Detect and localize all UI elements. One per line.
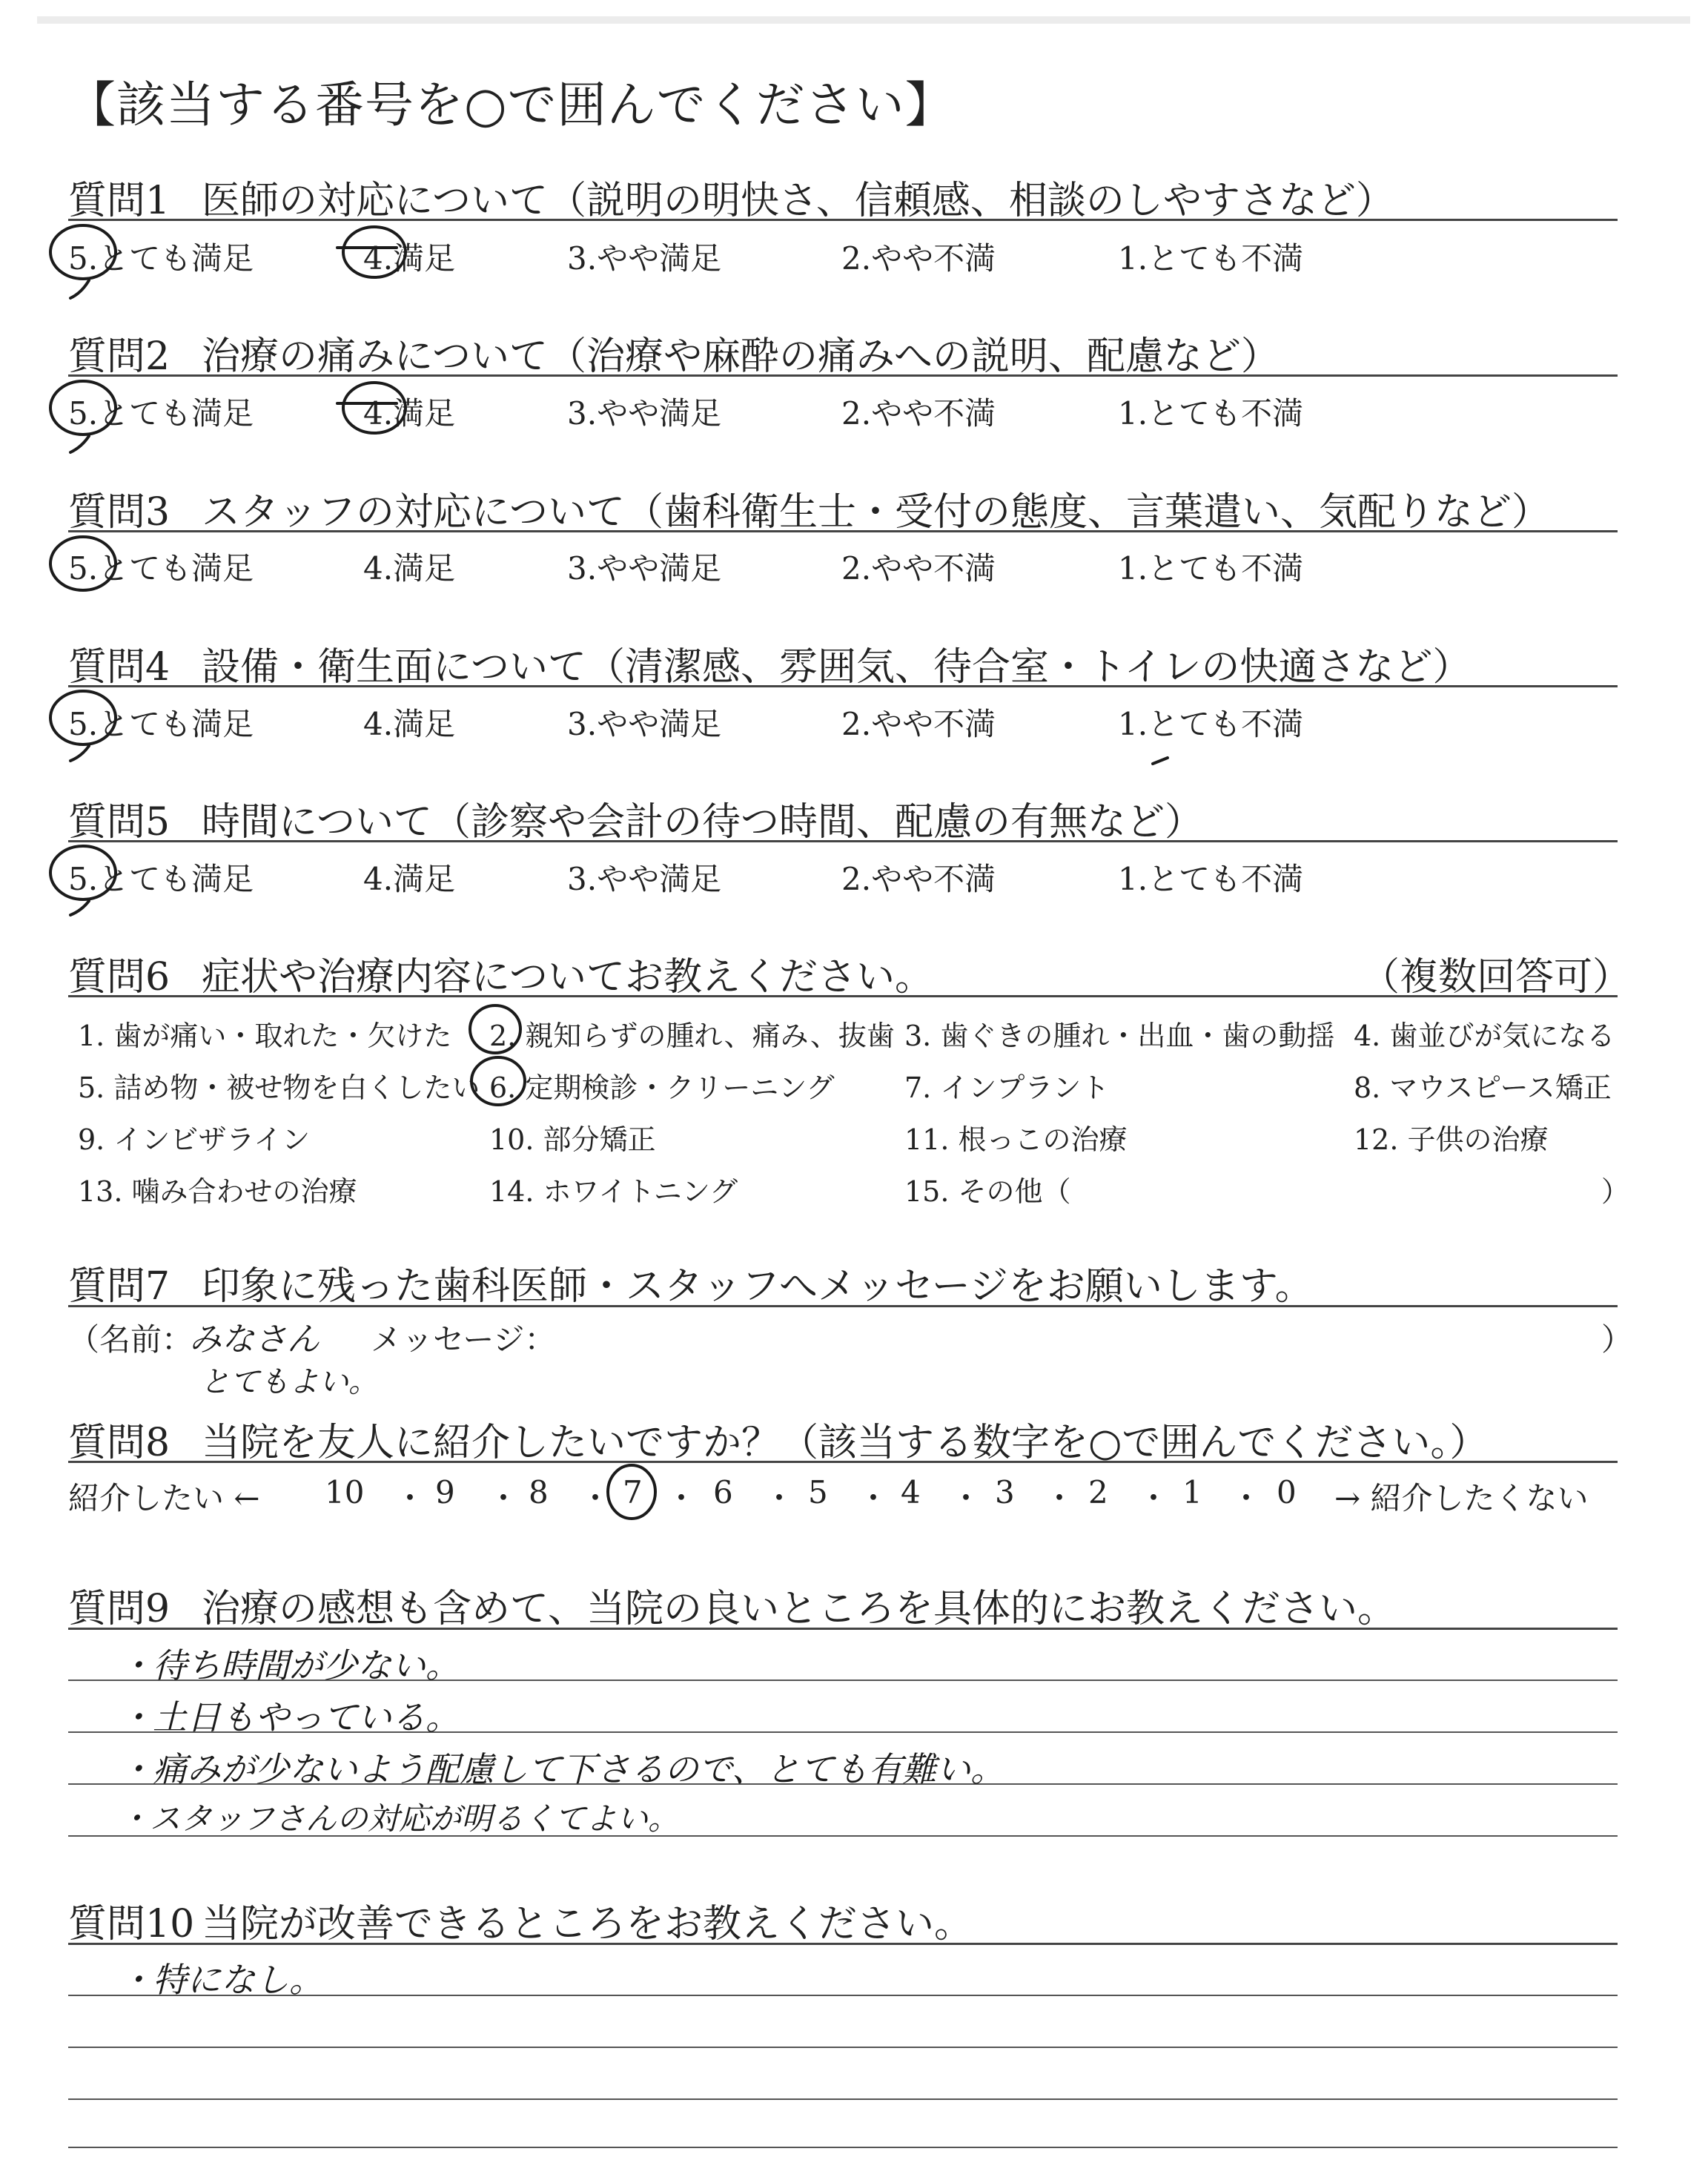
stray-mark — [1153, 758, 1168, 764]
question-2-number: 質問2 — [68, 334, 171, 379]
question-3-rule — [68, 530, 1618, 532]
question-4-text: 設備・衛生面について（清潔感、雰囲気、待合室・トイレの快適さなど） — [202, 645, 1472, 690]
question-9-number: 質問9 — [68, 1587, 171, 1631]
q4-circle-tail — [70, 746, 89, 761]
q2-option-3[interactable]: 3.やや満足 — [567, 395, 722, 432]
question-8-number: 質問8 — [68, 1421, 171, 1465]
q6-option-15-close: ） — [1601, 1175, 1630, 1208]
q8-scale-4[interactable]: 4 — [901, 1474, 921, 1510]
q5-option-4[interactable]: 4.満足 — [363, 861, 456, 897]
q2-option-5[interactable]: 5.とても満足 — [68, 395, 254, 432]
q1-option-5[interactable]: 5.とても満足 — [68, 240, 254, 277]
q6-option-3[interactable]: 3. 歯ぐきの腫れ・出血・歯の動揺 — [904, 1020, 1335, 1052]
question-10-heading — [68, 1892, 973, 1948]
q8-dot: ・ — [950, 1480, 982, 1516]
question-6-note: （複数回答可） — [1361, 955, 1632, 1000]
q3-option-1[interactable]: 1.とても不満 — [1118, 550, 1304, 587]
q8-dot: ・ — [858, 1480, 890, 1516]
q8-scale-2[interactable]: 2 — [1088, 1474, 1108, 1510]
q6-option-4[interactable]: 4. 歯並びが気になる — [1354, 1020, 1615, 1052]
question-4-rule — [68, 685, 1618, 687]
q5-option-2[interactable]: 2.やや不満 — [841, 861, 996, 897]
q6-option-6[interactable]: 6. 定期検診・クリーニング — [489, 1071, 835, 1104]
q1-option-3[interactable]: 3.やや満足 — [567, 240, 722, 277]
q6-option-5[interactable]: 5. 詰め物・被せ物を白くしたい — [78, 1071, 480, 1104]
q8-scale-10[interactable]: 10 — [325, 1474, 365, 1510]
question-2-rule — [68, 374, 1618, 377]
q4-option-2[interactable]: 2.やや不満 — [841, 706, 996, 742]
question-8-text: 当院を友人に紹介したいですか？（該当する数字を○で囲んでください。） — [202, 1421, 1489, 1465]
q8-right-label: → 紹介したくない — [1334, 1480, 1589, 1516]
question-9-heading — [68, 1577, 1396, 1633]
q8-scale-7[interactable]: 7 — [623, 1474, 643, 1510]
q8-scale-3[interactable]: 3 — [995, 1474, 1015, 1510]
question-1-number: 質問1 — [68, 179, 171, 223]
q6-option-2[interactable]: 2. 親知らずの腫れ、痛み、抜歯 — [489, 1020, 895, 1052]
q3-option-4[interactable]: 4.満足 — [363, 550, 456, 587]
question-5-text: 時間について（診察や会計の待つ時間、配慮の有無など） — [202, 800, 1203, 845]
question-3-text: スタッフの対応について（歯科衛生士・受付の態度、言葉遣い、気配りなど） — [202, 490, 1550, 535]
question-4-heading — [68, 635, 1471, 691]
question-5-number: 質問5 — [68, 800, 171, 845]
question-4-number: 質問4 — [68, 645, 171, 690]
q3-option-3[interactable]: 3.やや満足 — [567, 550, 722, 587]
answer-line — [68, 2098, 1618, 2100]
q2-option-4[interactable]: 4.満足 — [363, 395, 456, 432]
q8-dot: ・ — [394, 1480, 426, 1516]
q8-left-label: 紹介したい ← — [68, 1480, 260, 1516]
q8-dot: ・ — [1231, 1480, 1262, 1516]
q8-dot: ・ — [764, 1480, 795, 1516]
question-8-rule — [68, 1461, 1618, 1463]
scan-top-band — [37, 16, 1690, 24]
q7-message-label: メッセージ： — [371, 1321, 556, 1358]
question-8-heading — [68, 1411, 1488, 1467]
q1-option-2[interactable]: 2.やや不満 — [841, 240, 996, 277]
question-1-text: 医師の対応について（説明の明快さ、信頼感、相談のしやすさなど） — [202, 179, 1394, 223]
q4-option-5[interactable]: 5.とても満足 — [68, 706, 254, 742]
question-7-rule — [68, 1305, 1618, 1307]
q7-close: ） — [1601, 1321, 1633, 1358]
q9-answer-4[interactable]: ・スタッフさんの対応が明るくてよい。 — [119, 1800, 680, 1837]
q6-option-12[interactable]: 12. 子供の治療 — [1354, 1123, 1549, 1156]
question-1-heading — [68, 169, 1394, 225]
q8-dot: ・ — [488, 1480, 520, 1516]
q1-option-4[interactable]: 4.満足 — [363, 240, 456, 277]
q9-answer-2[interactable]: ・土日もやっている。 — [119, 1697, 460, 1737]
question-7-number: 質問7 — [68, 1264, 171, 1309]
q5-circle-tail — [70, 901, 89, 915]
question-9-text: 治療の感想も含めて、当院の良いところを具体的にお教えください。 — [202, 1587, 1396, 1631]
q8-dot: ・ — [1044, 1480, 1076, 1516]
q8-scale-0[interactable]: 0 — [1277, 1474, 1297, 1510]
question-1-rule — [68, 219, 1618, 221]
question-9-rule — [68, 1628, 1618, 1630]
q4-option-4[interactable]: 4.満足 — [363, 706, 456, 742]
q7-message-value[interactable]: とてもよい。 — [200, 1365, 378, 1399]
page-title: 【該当する番号を○で囲んでください】 — [67, 76, 955, 133]
q8-scale-5[interactable]: 5 — [808, 1474, 828, 1510]
answer-line — [68, 2147, 1618, 2148]
q6-option-7[interactable]: 7. インプラント — [904, 1071, 1110, 1104]
q9-answer-1[interactable]: ・待ち時間が少ない。 — [119, 1645, 460, 1685]
q7-name-label: （名前： — [68, 1321, 193, 1358]
q6-option-1[interactable]: 1. 歯が痛い・取れた・欠けた — [78, 1020, 452, 1052]
question-3-heading — [68, 480, 1550, 536]
q6-option-11[interactable]: 11. 根っこの治療 — [904, 1123, 1128, 1156]
q2-option-1[interactable]: 1.とても不満 — [1118, 395, 1304, 432]
question-2-heading — [68, 325, 1280, 380]
question-5-heading — [68, 790, 1203, 846]
q1-circle-tail — [70, 280, 89, 298]
question-10-number: 質問10 — [68, 1902, 195, 1946]
q6-option-8[interactable]: 8. マウスピース矯正 — [1354, 1071, 1612, 1104]
question-7-heading — [68, 1255, 1314, 1310]
q5-option-3[interactable]: 3.やや満足 — [567, 861, 722, 897]
q8-scale-1[interactable]: 1 — [1182, 1474, 1202, 1510]
q6-option-13[interactable]: 13. 噛み合わせの治療 — [78, 1175, 357, 1208]
q6-option-9[interactable]: 9. インビザライン — [78, 1123, 311, 1156]
q8-scale-8[interactable]: 8 — [529, 1474, 549, 1510]
q4-option-1[interactable]: 1.とても不満 — [1118, 706, 1304, 742]
q6-option-10[interactable]: 10. 部分矯正 — [489, 1123, 656, 1156]
answer-line — [68, 2047, 1618, 2048]
q8-scale-6[interactable]: 6 — [713, 1474, 733, 1510]
q7-name-value[interactable]: みなさん — [189, 1321, 320, 1358]
question-10-text: 当院が改善できるところをお教えください。 — [202, 1902, 973, 1946]
q9-answer-3[interactable]: ・痛みが少ないよう配慮して下さるので、とても有難い。 — [119, 1749, 1005, 1789]
q6-option-14[interactable]: 14. ホワイトニング — [489, 1175, 738, 1208]
q8-dot: ・ — [1138, 1480, 1170, 1516]
question-3-number: 質問3 — [68, 490, 171, 535]
q8-dot: ・ — [666, 1480, 698, 1516]
q2-circle-tail — [70, 436, 89, 452]
q10-answer-1[interactable]: ・特になし。 — [119, 1960, 323, 2000]
q5-option-5[interactable]: 5.とても満足 — [68, 861, 254, 897]
question-2-text: 治療の痛みについて（治療や麻酔の痛みへの説明、配慮など） — [202, 334, 1280, 379]
question-6-number: 質問6 — [68, 955, 171, 1000]
q5-option-1[interactable]: 1.とても不満 — [1118, 861, 1304, 897]
q8-scale-9[interactable]: 9 — [435, 1474, 455, 1510]
q4-option-3[interactable]: 3.やや満足 — [567, 706, 722, 742]
question-6-heading — [68, 945, 933, 1001]
q2-option-2[interactable]: 2.やや不満 — [841, 395, 996, 432]
q3-option-5[interactable]: 5.とても満足 — [68, 550, 254, 587]
question-7-text: 印象に残った歯科医師・スタッフへメッセージをお願いします。 — [202, 1264, 1314, 1309]
question-6-rule — [68, 995, 1618, 997]
q1-option-1[interactable]: 1.とても不満 — [1118, 240, 1304, 277]
q3-option-2[interactable]: 2.やや不満 — [841, 550, 996, 587]
q6-option-15[interactable]: 15. その他（ — [904, 1175, 1071, 1208]
q8-dot: ・ — [580, 1480, 612, 1516]
question-5-rule — [68, 840, 1618, 842]
question-6-text: 症状や治療内容についてお教えください。 — [202, 955, 933, 1000]
question-10-rule — [68, 1943, 1618, 1945]
